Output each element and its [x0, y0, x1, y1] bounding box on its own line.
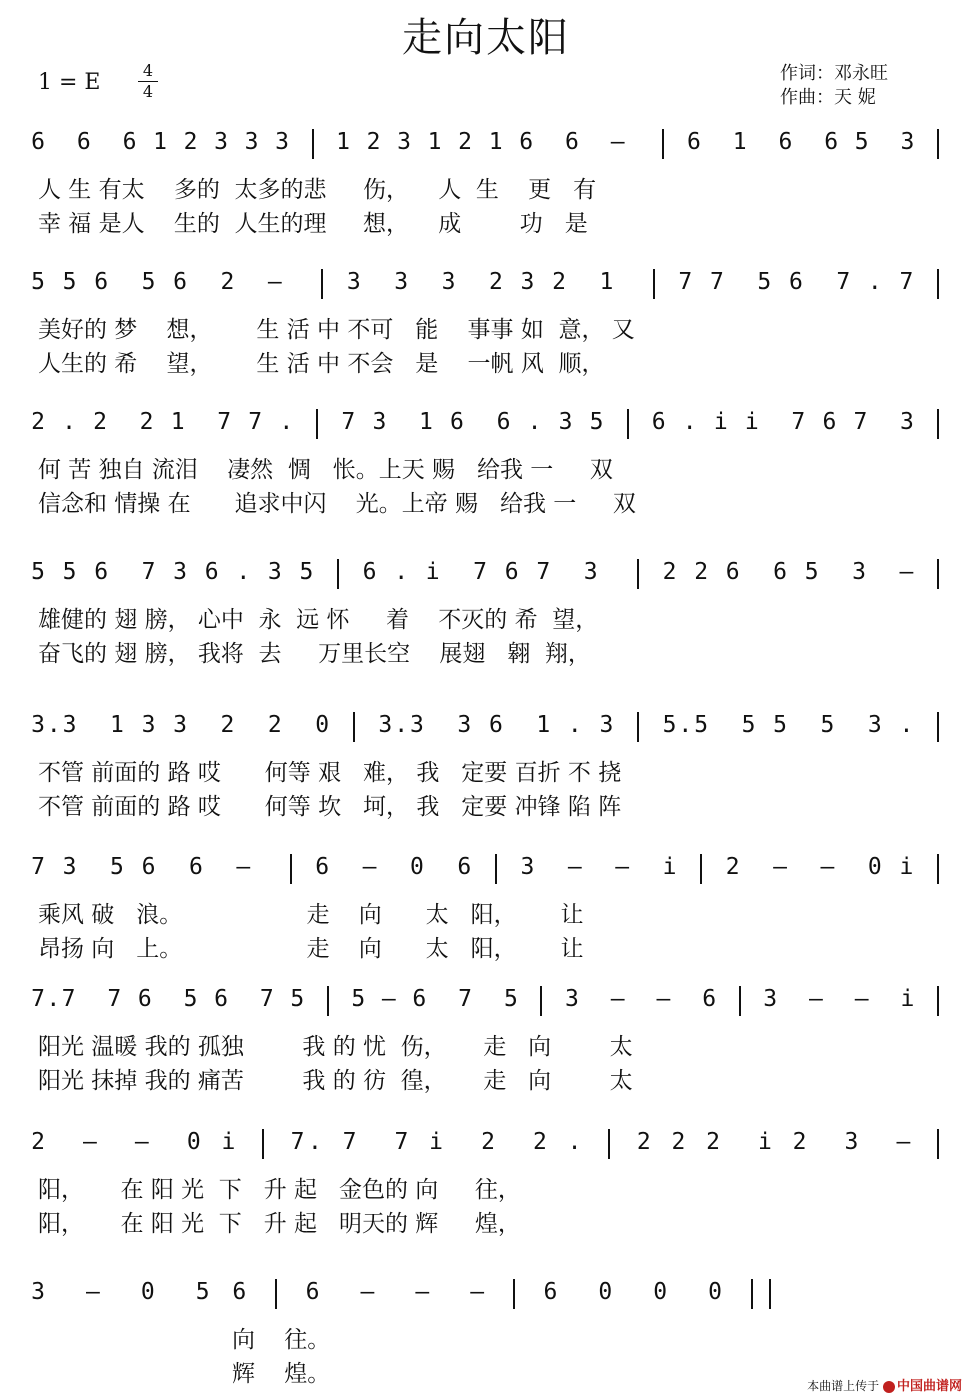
note: 3	[520, 269, 535, 295]
note: 3	[62, 712, 77, 738]
note: 3	[173, 712, 188, 738]
note: 3	[558, 409, 573, 435]
note: 3	[275, 129, 289, 155]
note: .	[567, 1129, 582, 1155]
bar-line	[937, 409, 939, 439]
note: —	[615, 854, 630, 880]
note: —	[381, 986, 396, 1012]
note: 6	[450, 409, 464, 435]
note: 7	[678, 269, 693, 295]
note: 2	[458, 129, 473, 155]
bar-line	[312, 129, 314, 159]
note: 0	[410, 854, 424, 880]
note: 3	[520, 854, 535, 880]
note: .	[46, 712, 61, 738]
note: 7	[536, 559, 551, 585]
note: 5	[773, 712, 788, 738]
note: 3	[244, 129, 259, 155]
note: 5	[183, 986, 198, 1012]
note: 3	[214, 129, 228, 155]
note: 2	[694, 559, 709, 585]
lyric-verse-2: 阳， 在 阳 光 下 升 起 明天的 辉 煌，	[38, 1211, 521, 1237]
note: —	[610, 129, 625, 155]
note: 3	[599, 712, 614, 738]
bar-line	[662, 129, 664, 159]
note: 5	[820, 712, 835, 738]
note: 5	[62, 559, 77, 585]
score-system-4	[0, 555, 972, 685]
lyric-verse-2: 不管 前面的 路 哎 何等 坎 坷， 我 定要 冲锋 陷 阵	[38, 794, 622, 820]
notation-line	[0, 555, 972, 595]
note: i	[425, 559, 440, 585]
note: 1	[427, 129, 442, 155]
score-system-8	[0, 1125, 972, 1255]
note: 6	[412, 986, 427, 1012]
note: 6	[519, 129, 534, 155]
bar-line	[495, 854, 497, 884]
note: 6	[564, 129, 579, 155]
note: .	[279, 409, 294, 435]
bar-line	[653, 269, 655, 299]
score-system-1	[0, 125, 972, 255]
note: —	[82, 1129, 97, 1155]
lyricist-credit: 作词：邓永旺	[780, 63, 888, 84]
note: 1	[418, 409, 433, 435]
lyric-verse-1: 向 往。	[232, 1327, 331, 1353]
note: 6	[651, 409, 666, 435]
bar-line	[327, 986, 329, 1016]
note: 6	[214, 986, 228, 1012]
note: 6	[204, 559, 219, 585]
note: 2	[706, 1129, 720, 1155]
note: 3	[31, 712, 45, 738]
note: 1	[336, 129, 350, 155]
note: 5	[694, 712, 709, 738]
note: 2	[488, 269, 503, 295]
note: 3	[378, 712, 393, 738]
site-logo-icon	[883, 1381, 895, 1393]
bar-line	[700, 854, 702, 884]
note: 5	[110, 854, 124, 880]
bar-line	[637, 712, 639, 742]
lyric-verse-1: 不管 前面的 路 哎 何等 艰 难， 我 定要 百折 不 挠	[38, 760, 622, 786]
note: .	[867, 269, 882, 295]
time-signature	[138, 62, 158, 101]
lyric-verse-2: 奋飞的 翅 膀， 我将 去 万里长空 展翅 翱 翔，	[38, 641, 591, 667]
notation-line	[0, 850, 972, 890]
bar-line	[637, 559, 639, 589]
note: 6	[305, 1279, 320, 1305]
lyric-verse-1: 乘风 破 浪。 走 向 太 阳， 让	[38, 902, 584, 928]
note: 6	[778, 129, 793, 155]
note: 7	[107, 986, 122, 1012]
note: 6	[122, 129, 137, 155]
note: 3	[397, 129, 412, 155]
notation-line	[0, 265, 972, 305]
note: 3	[457, 712, 472, 738]
note: 3	[62, 854, 77, 880]
note: 1	[488, 129, 503, 155]
song-title: 走向太阳	[402, 15, 570, 61]
bar-line	[275, 1279, 277, 1309]
note: .	[62, 409, 76, 435]
lyric-verse-1: 何 苦 独自 流泪 凄然 惆 怅。上天 赐 给我 一 双	[38, 457, 613, 483]
note: 6	[94, 559, 109, 585]
note: i	[429, 1129, 443, 1155]
score-system-3	[0, 405, 972, 535]
note: —	[415, 1279, 430, 1305]
note: 7	[836, 269, 851, 295]
note: 5	[141, 269, 156, 295]
bar-line	[316, 409, 318, 439]
lyric-verse-1: 人 生 有太 多的 太多的悲 伤， 人 生 更 有	[38, 177, 597, 203]
note: 6	[788, 269, 803, 295]
note: 3	[852, 559, 866, 585]
lyric-verse-2: 阳光 抹掉 我的 痛苦 我 的 彷 徨， 走 向 太	[38, 1068, 633, 1094]
lyric-verse-1: 阳， 在 阳 光 下 升 起 金色的 向 往，	[38, 1177, 521, 1203]
note: —	[656, 986, 671, 1012]
note: 1	[110, 712, 124, 738]
note: 6	[315, 854, 330, 880]
note: 5	[31, 559, 45, 585]
note: 6	[686, 129, 701, 155]
bar-line	[290, 854, 292, 884]
note: 6	[188, 854, 203, 880]
note: 7	[458, 986, 473, 1012]
note: 3	[844, 1129, 859, 1155]
note: 7	[473, 559, 488, 585]
note: 7	[342, 1129, 357, 1155]
note: 0	[867, 854, 882, 880]
note: 3	[410, 712, 424, 738]
lyric-verse-1: 美好的 梦 想， 生 活 中 不可 能 事事 如 意， 又	[38, 317, 635, 343]
lyric-verse-2: 人生的 希 望， 生 活 中 不会 是 一帆 风 顺，	[38, 351, 605, 377]
note: 2	[481, 1129, 495, 1155]
note: 0	[598, 1279, 613, 1305]
bar-line	[321, 269, 323, 299]
site-brand: 中国曲谱网	[896, 1379, 962, 1394]
note: 3	[267, 559, 282, 585]
note: i	[713, 409, 728, 435]
note: 5	[503, 986, 518, 1012]
note: 3	[31, 1279, 45, 1305]
lyric-verse-2: 信念和 情操 在 追求中闪 光。上帝 赐 给我 一 双	[38, 491, 636, 517]
lyric-verse-2: 辉 煌。	[232, 1361, 331, 1387]
note: 3	[583, 559, 598, 585]
note: 2	[552, 269, 566, 295]
bar-line	[937, 986, 939, 1016]
note: i	[899, 854, 914, 880]
notation-line	[0, 708, 972, 748]
note: 6	[824, 129, 839, 155]
note: 7	[791, 409, 806, 435]
note: i	[744, 409, 759, 435]
score-system-9	[0, 1275, 972, 1385]
note: —	[773, 854, 788, 880]
note: i	[662, 854, 677, 880]
note: 5	[290, 986, 305, 1012]
note: .	[567, 712, 582, 738]
note: .	[678, 712, 693, 738]
bar-line	[262, 1129, 264, 1159]
note: 3	[372, 409, 387, 435]
note: 7	[31, 986, 45, 1012]
note: 2	[792, 1129, 807, 1155]
note: —	[236, 854, 251, 880]
note: 0	[653, 1279, 668, 1305]
note: —	[360, 1279, 375, 1305]
note: 3	[441, 269, 456, 295]
composer-credit: 作曲：天 妮	[780, 87, 876, 108]
key-signature: 1 = E	[38, 70, 101, 95]
score-system-2	[0, 265, 972, 395]
note: 7	[61, 986, 76, 1012]
note: —	[567, 854, 582, 880]
note: 6	[725, 559, 740, 585]
note: 6	[362, 559, 377, 585]
score-system-7	[0, 982, 972, 1112]
note: —	[896, 1129, 911, 1155]
note: 2	[220, 712, 235, 738]
note: 7	[31, 854, 45, 880]
note: —	[85, 1279, 100, 1305]
note: 6	[457, 854, 472, 880]
note: 7	[394, 1129, 409, 1155]
bar-line	[937, 854, 939, 884]
note: 1	[153, 129, 167, 155]
bar-line	[540, 986, 542, 1016]
note: 2	[366, 129, 381, 155]
bar-line	[627, 409, 629, 439]
score-system-6	[0, 850, 972, 980]
time-signature-bottom: 4	[142, 82, 154, 101]
note: .	[394, 559, 409, 585]
note: 5	[854, 129, 869, 155]
note: 2	[662, 559, 677, 585]
note: 6	[496, 409, 511, 435]
bar-line	[751, 1279, 753, 1309]
note: 6	[31, 129, 45, 155]
note: 2	[31, 1129, 45, 1155]
bar-line	[937, 1129, 939, 1159]
footer	[807, 1375, 962, 1394]
bar-line	[513, 1279, 515, 1309]
note: 7	[853, 409, 868, 435]
note: .	[236, 559, 251, 585]
note: 6	[94, 269, 109, 295]
bar-line	[353, 712, 355, 742]
note: 1	[599, 269, 614, 295]
note: 6	[773, 559, 788, 585]
note: 5	[195, 1279, 210, 1305]
notation-line	[0, 405, 972, 445]
note: 7	[141, 559, 156, 585]
note: —	[610, 986, 625, 1012]
note: 7	[341, 409, 356, 435]
note: 2	[220, 269, 235, 295]
note: 5	[589, 409, 604, 435]
note: i	[221, 1129, 236, 1155]
note: i	[757, 1129, 772, 1155]
bar-line	[937, 129, 939, 159]
note: 2	[636, 1129, 651, 1155]
note: —	[134, 1129, 149, 1155]
note: 3	[763, 986, 778, 1012]
note: 3	[346, 269, 361, 295]
note: 5	[62, 269, 77, 295]
note: 7	[217, 409, 232, 435]
note: 6	[141, 854, 156, 880]
notation-line	[0, 1275, 972, 1315]
note: 0	[186, 1129, 201, 1155]
note: .	[527, 409, 542, 435]
upload-note: 本曲谱上传于	[807, 1379, 880, 1393]
note: .	[394, 712, 409, 738]
bar-line	[337, 559, 339, 589]
note: 3	[867, 712, 882, 738]
note: 2	[93, 409, 107, 435]
note: 3	[141, 712, 156, 738]
note: .	[899, 712, 914, 738]
notation-line	[0, 982, 972, 1022]
credits	[780, 62, 888, 110]
note: 0	[315, 712, 330, 738]
note: 3	[564, 986, 579, 1012]
note: 2	[183, 129, 198, 155]
note: 2	[267, 712, 282, 738]
note: 7	[248, 409, 263, 435]
note: —	[362, 854, 377, 880]
note: 6	[543, 1279, 558, 1305]
note: 2	[139, 409, 154, 435]
note: —	[820, 854, 835, 880]
note: 6	[232, 1279, 247, 1305]
note: 3	[173, 559, 188, 585]
note: .	[682, 409, 697, 435]
lyric-verse-1: 阳光 温暖 我的 孤独 我 的 忧 伤， 走 向 太	[38, 1034, 633, 1060]
note: 6	[76, 129, 91, 155]
note: —	[267, 269, 282, 295]
note: 5	[662, 712, 677, 738]
note: i	[900, 986, 915, 1012]
note: 6	[702, 986, 717, 1012]
note: 1	[536, 712, 551, 738]
note: —	[854, 986, 869, 1012]
bar-line	[608, 1129, 610, 1159]
note: 1	[170, 409, 185, 435]
note: .	[46, 986, 61, 1012]
note: 6	[488, 712, 503, 738]
lyric-verse-2: 幸 福 是人 生的 人生的理 想， 成 功 是	[38, 211, 588, 237]
notation-line	[0, 1125, 972, 1165]
note: .	[307, 1129, 322, 1155]
time-signature-top: 4	[142, 61, 154, 80]
notation-line	[0, 125, 972, 165]
note: 3	[900, 409, 914, 435]
note: 7	[710, 269, 724, 295]
note: 0	[708, 1279, 723, 1305]
note: 5	[757, 269, 772, 295]
note: —	[899, 559, 914, 585]
note: 2	[725, 854, 740, 880]
note: 5	[351, 986, 366, 1012]
lyric-verse-1: 雄健的 翅 膀， 心中 永 远 怀 着 不灭的 希 望，	[38, 607, 599, 633]
note: 2	[31, 409, 45, 435]
note: 5	[299, 559, 314, 585]
note: 2	[671, 1129, 686, 1155]
note: 6	[504, 559, 519, 585]
bar-line	[739, 986, 741, 1016]
note: 2	[532, 1129, 547, 1155]
note: 1	[732, 129, 747, 155]
bar-line	[937, 712, 939, 742]
bar-line	[937, 559, 939, 589]
note: 6	[822, 409, 837, 435]
note: —	[470, 1279, 485, 1305]
note: 6	[173, 269, 188, 295]
note: 0	[140, 1279, 155, 1305]
note: 7	[290, 1129, 305, 1155]
bar-line	[769, 1279, 771, 1309]
note: —	[809, 986, 823, 1012]
note: 6	[137, 986, 152, 1012]
score-system-5	[0, 708, 972, 838]
note: 5	[31, 269, 45, 295]
note: 3	[900, 129, 915, 155]
note: 7	[259, 986, 274, 1012]
bar-line	[937, 269, 939, 299]
note: 5	[741, 712, 756, 738]
note: 7	[899, 269, 914, 295]
lyric-verse-2: 昂扬 向 上。 走 向 太 阳， 让	[38, 936, 584, 962]
note: 5	[804, 559, 819, 585]
note: 3	[394, 269, 409, 295]
